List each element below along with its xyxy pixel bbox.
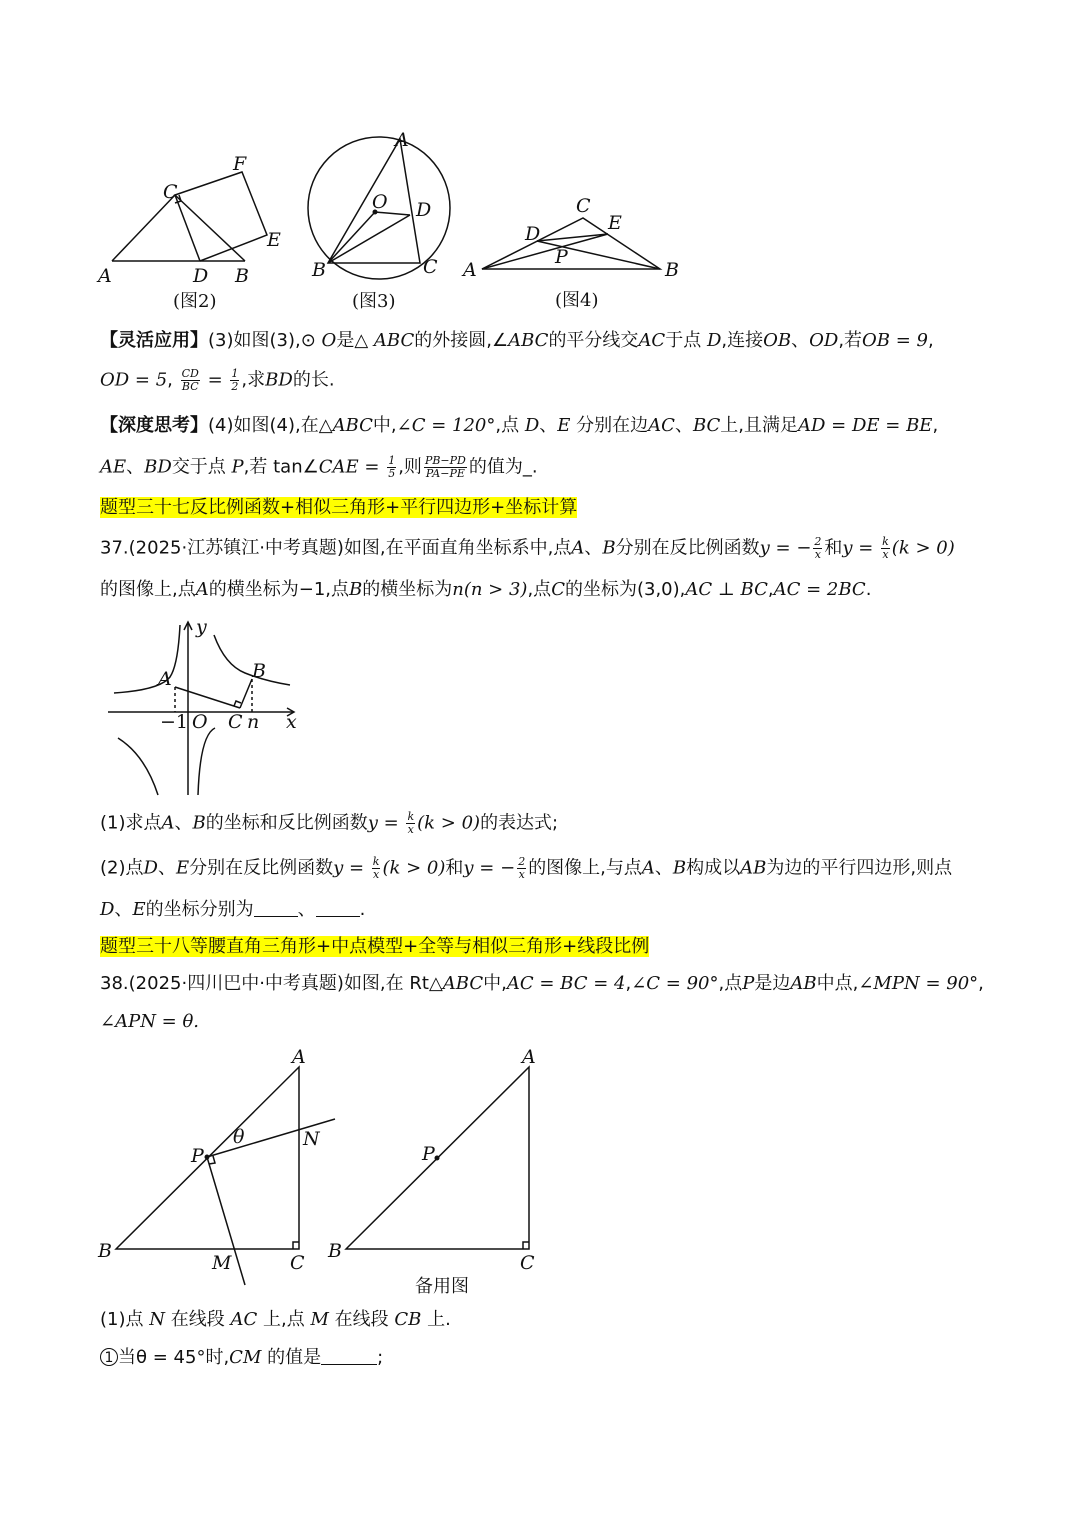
q4-fraction-fifth: $\frac{1}{5}$ [388,454,396,480]
q38-source: (2025·四川巴中·中考真题) [128,973,344,994]
section-heading-38 [100,935,649,959]
figure-3 [300,130,460,310]
q37-part-1: (1)求点A、B的坐标和反比例函数y = $\frac{k}{x}$ (k > 0)的表达式; [100,810,559,836]
section-heading-37 [100,496,577,520]
circle-symbol: ⊙ [300,330,316,351]
graph-label-m1: −1 [160,711,189,733]
fig4-caption: (图4) [555,290,599,311]
figure-4 [455,130,685,310]
q37-coordinate-graph [100,615,310,800]
q38-label-b: B [98,1240,112,1262]
fig3-label-c: C [423,256,438,278]
q3-text: (3)如图(3), [208,330,301,351]
q3-line-1: 【灵活应用】(3)如图(3),⊙ O是△ ABC的外接圆,∠ABC的平分线交AC于点 D,连接OB、OD,若OB = 9, [100,330,934,351]
q37-line-2: 的图像上,点A的横坐标为−1,点B的横坐标为n(n > 3),点C的坐标为(3,0),AC ⊥ BC,AC = 2BC. [100,579,872,600]
q38-backup-figure [325,1045,555,1295]
q38-line-1: 38.(2025·四川巴中·中考真题)如图,在 Rt△ABC中,AC = BC = 4,∠C = 90°,点P是边AB中点,∠MPN = 90°, [100,973,984,994]
answer-blank-e[interactable] [316,900,360,917]
graph-label-y: y [196,616,207,638]
q38-label-theta: θ [233,1126,245,1148]
q37-part-2-answer: D、E的坐标分别为 、 . [100,899,366,920]
q38-label-c: C [290,1252,305,1274]
q3-tag: 【灵活应用】 [100,330,208,351]
q38-backup-label-c: C [520,1252,535,1274]
q4-line-2: AE、BD交于点 P,若 tan∠CAE = $\frac{1}{5}$ ,则 $\frac{PB-PD}{PA-PE}$ 的值为_. [100,454,538,480]
fig4-label-p: P [555,246,568,268]
fig3-label-d: D [416,199,432,221]
heading-37-text: 题型三十七反比例函数+相似三角形+平行四边形+坐标计算 [100,497,578,518]
fig3-caption: (图3) [352,291,396,312]
q38-label-p: P [191,1145,204,1167]
graph-label-c: C [228,711,243,733]
q3-eq-od: OD = 5 [100,369,168,391]
q37-frac-neg2-x: $\frac{2}{x}$ [814,535,822,561]
fig3-label-a: A [395,129,409,151]
q4-line-1: 【深度思考】(4)如图(4),在△ABC中,∠C = 120°,点 D、E 分别在边AC、BC上,且满足AD = DE = BE, [100,415,939,436]
fig2-label-f: F [233,153,247,175]
q37-frac-k-x: $\frac{k}{x}$ [882,535,889,561]
heading-38-text: 题型三十八等腰直角三角形+中点模型+全等与相似三角形+线段比例 [100,936,650,957]
fig3-label-o: O [372,191,388,213]
q3-fraction-half: $\frac{1}{2}$ [231,367,239,393]
graph-label-a: A [158,668,172,690]
fig4-label-a: A [463,259,477,281]
q4-tag: 【深度思考】 [100,415,208,436]
q38-backup-label-b: B [328,1240,342,1262]
q37-line-1: 37.(2025·江苏镇江·中考真题)如图,在平面直角坐标系中,点A、B分别在反比例函数y = − $\frac{2}{x}$ 和y = $\frac{k}{x}$ (k > 0) [100,535,955,561]
q38-line-2: ∠APN = θ. [100,1011,200,1032]
fig2-caption: (图2) [173,291,217,312]
graph-label-b: B [252,660,266,682]
fig2-label-d: D [193,265,209,287]
fig2-label-c: C [163,181,178,203]
answer-blank-d[interactable] [254,900,298,917]
q38-label-a: A [292,1046,306,1068]
q38-number: 38. [100,973,129,994]
q3-fraction-cd-bc: $\frac{CD}{BC}$ [181,367,199,393]
fig2-label-a: A [98,265,112,287]
q3-line-2: OD = 5, $\frac{CD}{BC}$ = $\frac{1}{2}$ ,求BD的长. [100,367,335,393]
q38-backup-label-a: A [522,1046,536,1068]
q38-backup-label-p: P [422,1143,435,1165]
q37-number: 37. [100,537,129,559]
fig3-label-b: B [312,259,326,281]
fig2-label-e: E [267,229,281,251]
graph-label-x: x [286,711,297,733]
q37-source: (2025·江苏镇江·中考真题) [128,537,344,559]
graph-label-o: O [192,711,208,733]
graph-label-n: n [247,711,260,733]
fig4-label-b: B [665,259,679,281]
fig4-label-d: D [525,223,541,245]
q37-part-2: (2)点D、E分别在反比例函数y = $\frac{k}{x}$ (k > 0)和y = − $\frac{2}{x}$ 的图像上,与点A、B构成以AB为边的平行四边形,则点 [100,855,953,881]
fig4-label-c: C [576,195,591,217]
q38-part-1: (1)点 N 在线段 AC 上,点 M 在线段 CB 上. [100,1309,451,1330]
q38-backup-caption: 备用图 [415,1276,469,1297]
q38-label-n: N [303,1128,320,1150]
q4-ratio-fraction: $\frac{PB-PD}{PA-PE}$ [424,454,466,480]
circled-number-1: 1 [100,1348,118,1366]
q38-label-m: M [212,1252,232,1274]
answer-blank-cm[interactable] [321,1348,377,1365]
q38-part-1-sub: 1 当θ = 45°时,CM 的值是 ; [100,1346,383,1370]
fig2-label-b: B [235,265,249,287]
fig4-label-e: E [608,212,622,234]
q38-main-figure [95,1045,355,1295]
